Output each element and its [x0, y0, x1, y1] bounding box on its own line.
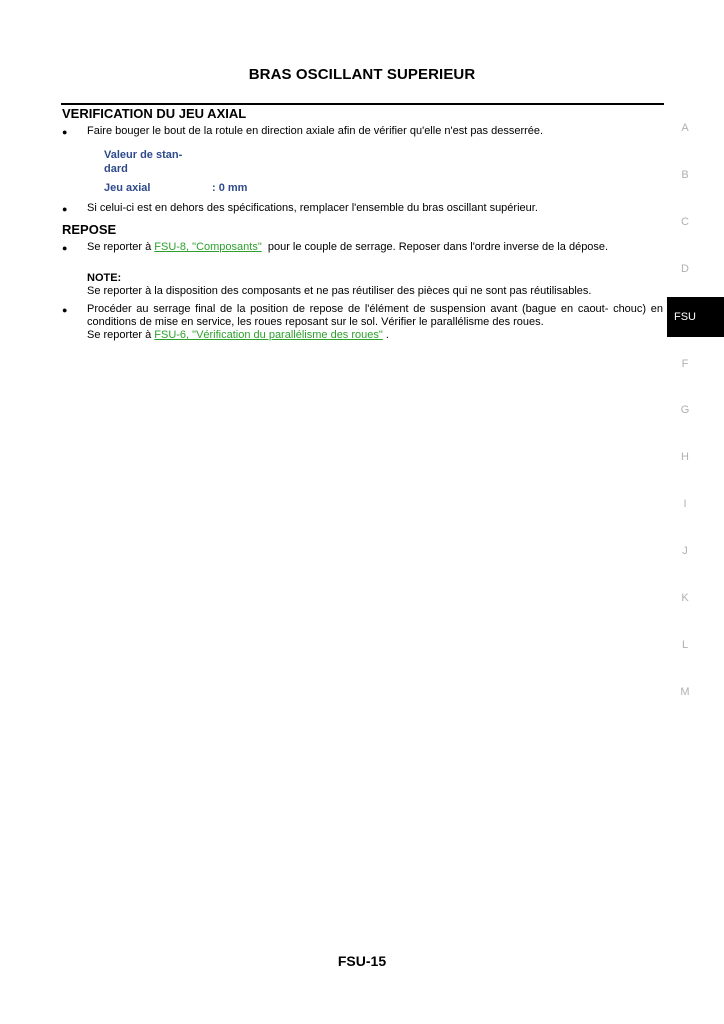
- side-tab-k[interactable]: K: [681, 592, 689, 604]
- bullet-icon: ●: [62, 127, 68, 137]
- bullet-icon: ●: [62, 243, 68, 253]
- repose-step-2-ref: [87, 329, 663, 342]
- page-title: BRAS OSCILLANT SUPERIEUR: [248, 66, 476, 83]
- link-fsu-6-parallelisme[interactable]: FSU-6, "Vérification du parallélisme des roues": [154, 329, 383, 341]
- repose-step-1: [87, 241, 663, 254]
- side-tab-j[interactable]: J: [682, 545, 688, 557]
- link-fsu-8-composants[interactable]: FSU-8, "Composants": [154, 241, 262, 253]
- side-tab-l[interactable]: L: [681, 639, 689, 651]
- side-tab-h[interactable]: H: [681, 451, 689, 463]
- bullet-icon: ●: [62, 204, 68, 214]
- title-rule: [61, 103, 664, 105]
- side-tab-fsu-active[interactable]: FSU: [667, 297, 724, 337]
- repose-step-2-suffix: .: [382, 329, 389, 341]
- spec-label-standard: Valeur de stan- dard: [104, 149, 183, 175]
- replacement-text: Si celui-ci est en dehors des spécifications, remplacer l'ensemble du bras oscillant supérieur.: [87, 202, 538, 214]
- page-number: FSU-15: [337, 953, 387, 969]
- note-text: Se reporter à la disposition des composants et ne pas réutiliser des pièces qui ne sont pas réutilisables.: [87, 285, 592, 297]
- section-heading-repose: REPOSE: [62, 222, 117, 237]
- side-tab-m[interactable]: M: [680, 686, 690, 698]
- side-tab-f[interactable]: F: [681, 358, 689, 370]
- side-tab-b[interactable]: B: [681, 169, 689, 181]
- spec-label-axial: Jeu axial: [104, 182, 151, 194]
- repose-step-2-text: Procéder au serrage final de la position de repose de l'élément de suspension avant (bague en caout- chouc) en conditions de mise en service, les roues reposant sur le sol. Vérifier le parallélisme des roues.: [87, 303, 663, 328]
- spec-value-axial: : 0 mm: [212, 182, 248, 194]
- side-tab-a[interactable]: A: [681, 122, 689, 134]
- section-heading-verification: VERIFICATION DU JEU AXIAL: [62, 106, 247, 121]
- side-tab-d[interactable]: D: [681, 263, 689, 275]
- side-tab-i[interactable]: I: [683, 498, 687, 510]
- note-block: [87, 272, 663, 298]
- side-tab-c[interactable]: C: [681, 216, 689, 228]
- repose-step-1-suffix: pour le couple de serrage. Reposer dans l'ordre inverse de la dépose.: [261, 241, 609, 253]
- repose-step-2-prefix: Se reporter à: [87, 329, 155, 341]
- side-tab-g[interactable]: G: [680, 404, 690, 416]
- bullet-icon: ●: [62, 305, 68, 315]
- repose-step-1-prefix: Se reporter à: [87, 241, 155, 253]
- note-label: NOTE:: [87, 272, 122, 284]
- verification-text: Faire bouger le bout de la rotule en direction axiale afin de vérifier qu'elle n'est pas desserrée.: [87, 125, 544, 137]
- repose-step-2: [87, 303, 663, 342]
